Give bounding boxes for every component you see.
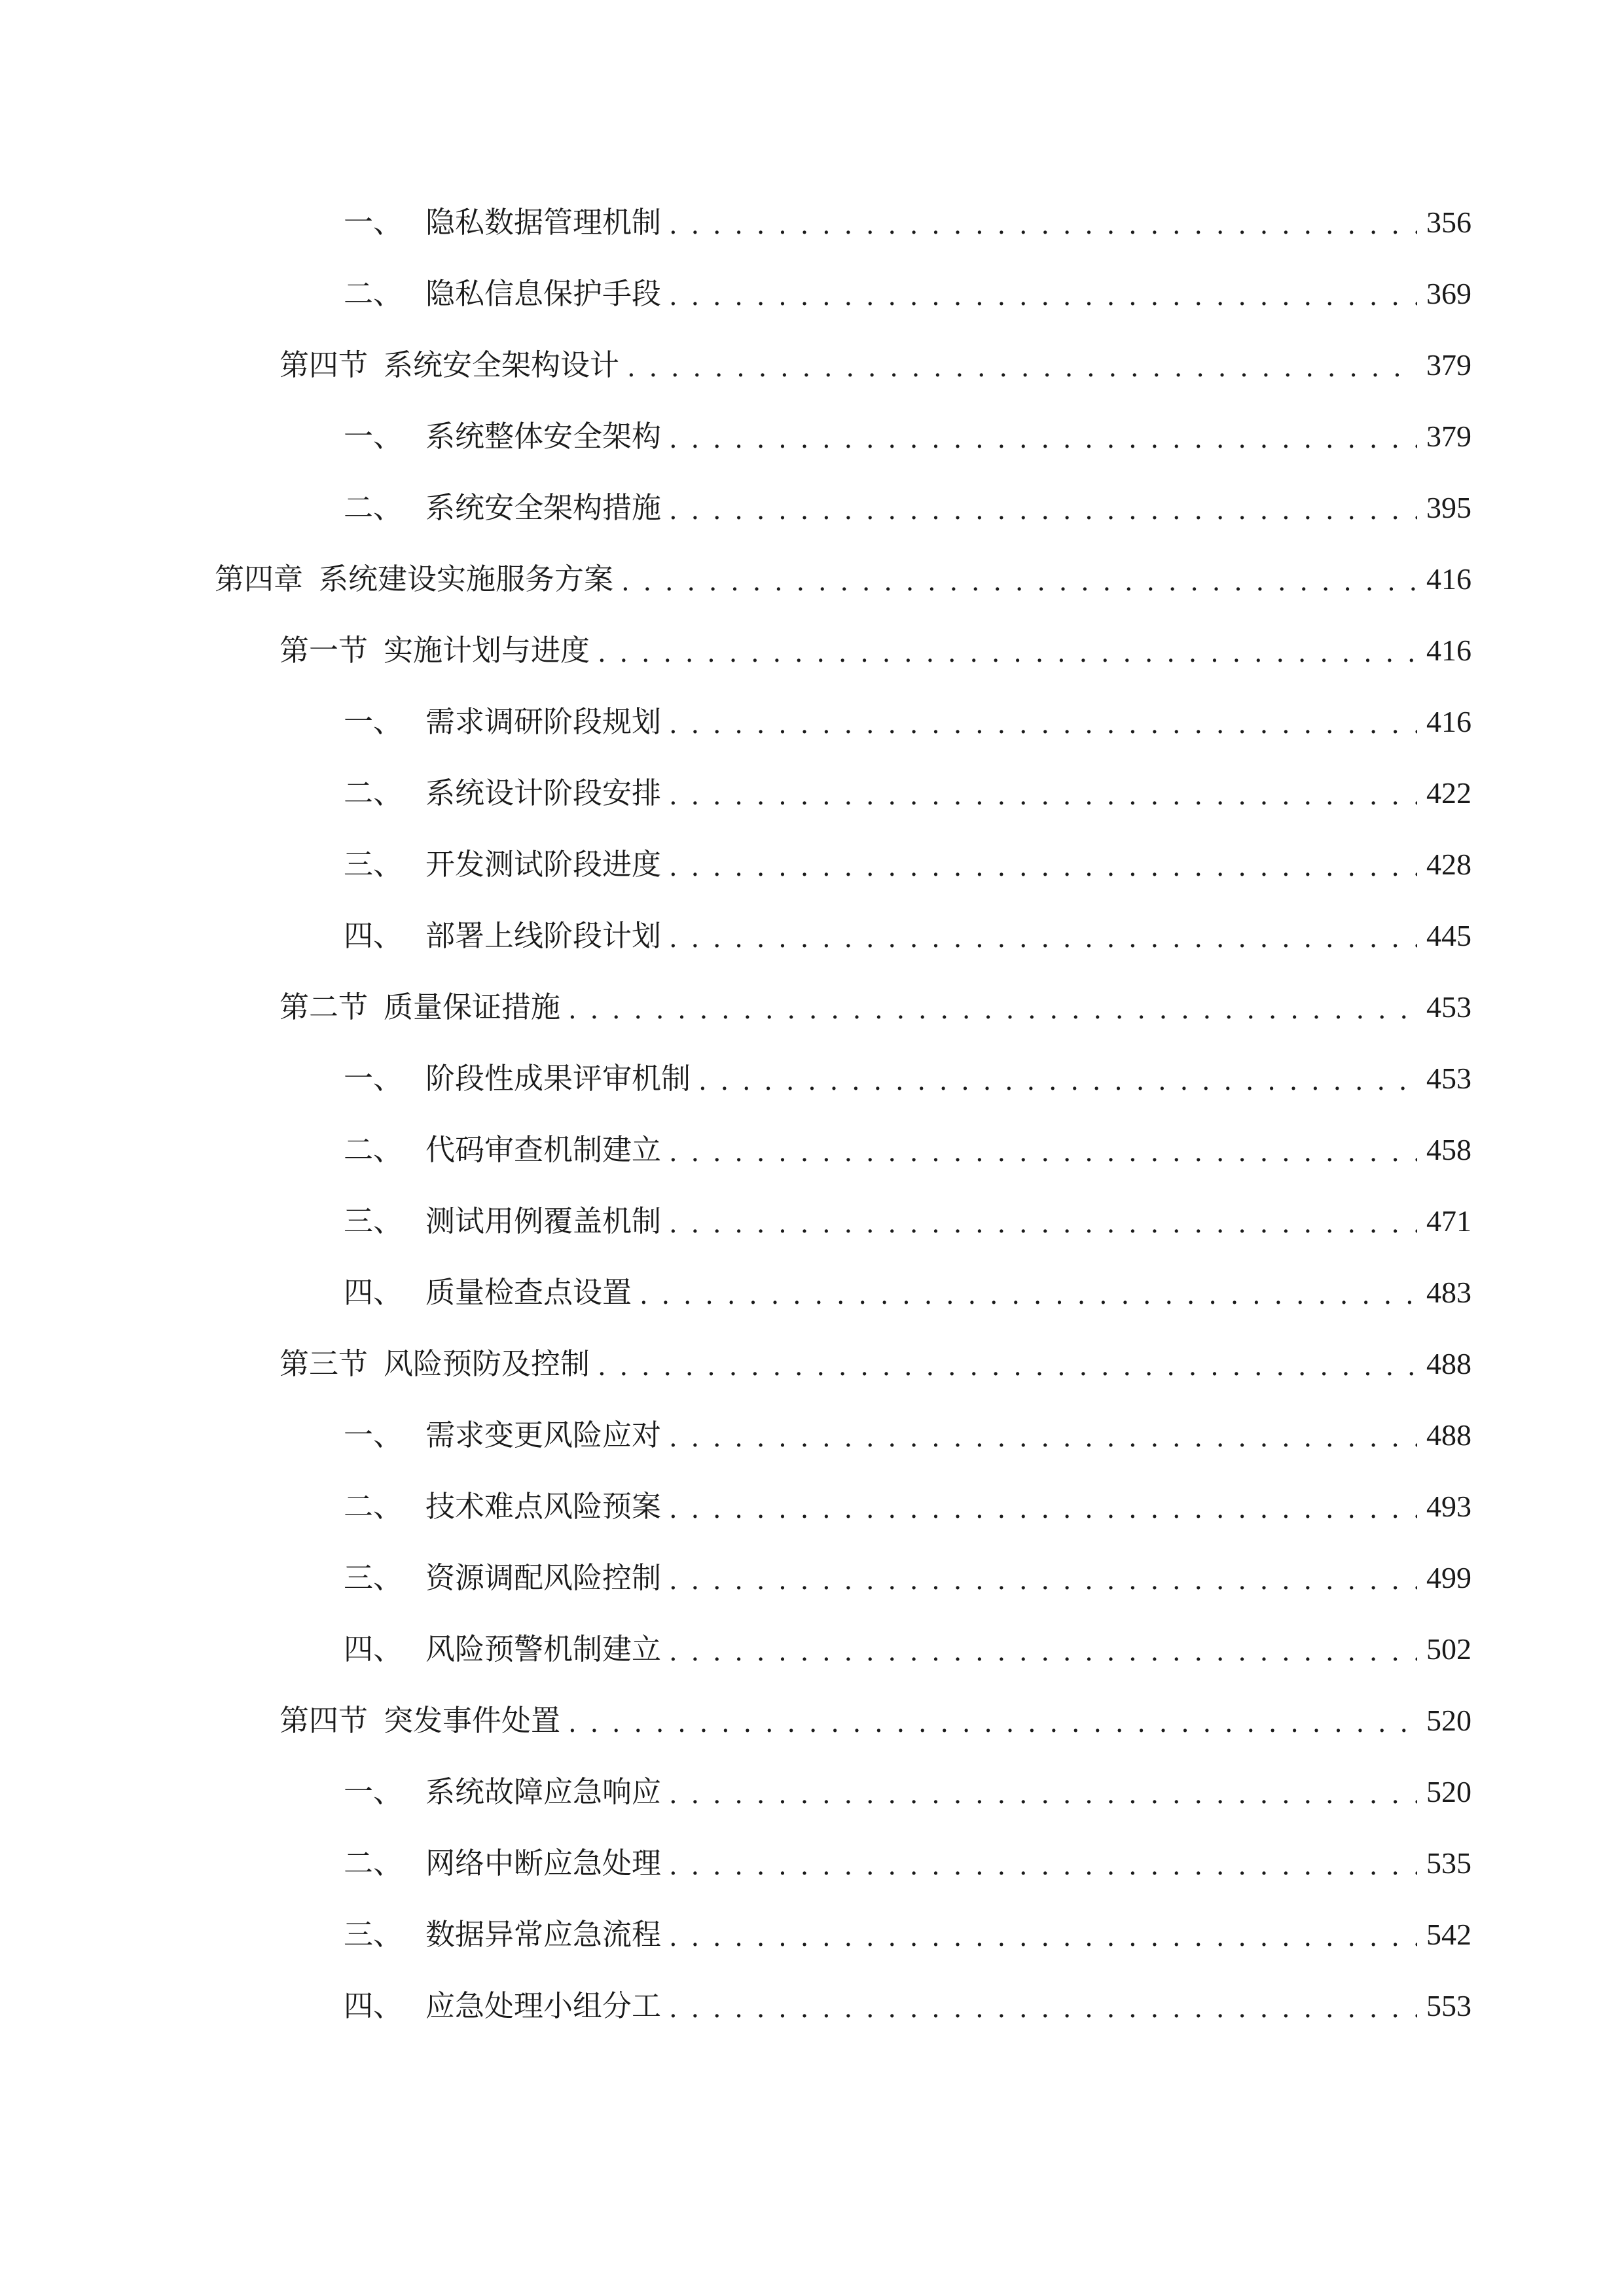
toc-entry-number: 四、	[344, 1988, 403, 2023]
toc-entry[interactable]	[280, 1688, 1471, 1740]
toc-dot-leader	[621, 560, 1417, 599]
toc-entry-title: 质量保证措施	[384, 990, 561, 1024]
toc-dot-leader	[669, 1630, 1417, 1669]
toc-entry-page: 428	[1426, 848, 1471, 881]
toc-entry-number: 第四章	[215, 562, 304, 596]
toc-entry-page: 483	[1426, 1276, 1471, 1309]
toc-entry-title: 系统安全架构措施	[425, 490, 662, 525]
toc-entry-title: 测试用例覆盖机制	[425, 1204, 662, 1238]
toc-dot-leader	[698, 1059, 1417, 1098]
toc-dot-leader	[598, 631, 1417, 670]
toc-entry-title: 需求变更风险应对	[425, 1418, 662, 1452]
toc-entry-title: 代码审查机制建立	[425, 1132, 662, 1167]
toc-entry-title: 部署上线阶段计划	[425, 918, 662, 953]
toc-entry-number: 一、	[344, 1061, 403, 1096]
toc-entry-number: 四、	[344, 1632, 403, 1666]
toc-entry[interactable]	[344, 1617, 1471, 1669]
toc-entry-number: 一、	[344, 704, 403, 739]
toc-entry-page: 488	[1426, 1347, 1471, 1380]
toc-entry[interactable]	[344, 261, 1471, 314]
toc-entry-number: 一、	[344, 1774, 403, 1809]
toc-entry-page: 458	[1426, 1133, 1471, 1166]
toc-entry-page: 416	[1426, 634, 1471, 667]
toc-entry-number: 二、	[344, 1846, 403, 1880]
toc-entry-number: 第一节	[280, 633, 369, 668]
toc-entry-page: 535	[1426, 1846, 1471, 1880]
toc-entry-page: 422	[1426, 776, 1471, 810]
toc-entry[interactable]	[344, 1403, 1471, 1455]
toc-entry-title: 系统设计阶段安排	[425, 776, 662, 810]
toc-entry[interactable]	[344, 832, 1471, 884]
toc-entry-title: 隐私数据管理机制	[425, 205, 662, 240]
toc-entry[interactable]	[344, 1545, 1471, 1598]
toc-entry-page: 379	[1426, 420, 1471, 453]
toc-dot-leader	[669, 488, 1417, 528]
toc-entry-title: 风险预警机制建立	[425, 1632, 662, 1666]
toc-dot-leader	[669, 1915, 1417, 1954]
toc-entry-number: 二、	[344, 1489, 403, 1524]
toc-entry-page: 395	[1426, 491, 1471, 524]
toc-entry-page: 520	[1426, 1775, 1471, 1808]
toc-entry-title: 开发测试阶段进度	[425, 847, 662, 882]
toc-dot-leader	[669, 417, 1417, 456]
toc-entry-page: 520	[1426, 1704, 1471, 1737]
toc-entry-title: 系统安全架构设计	[384, 348, 620, 382]
toc-entry[interactable]	[344, 1759, 1471, 1812]
toc-entry-title: 资源调配风险控制	[425, 1560, 662, 1595]
toc-entry-number: 一、	[344, 1418, 403, 1452]
toc-entry-number: 三、	[344, 1560, 403, 1595]
toc-entry-page: 542	[1426, 1918, 1471, 1951]
toc-dot-leader	[669, 1130, 1417, 1170]
toc-entry-title: 突发事件处置	[384, 1703, 561, 1738]
toc-entry-number: 第四节	[280, 348, 369, 382]
toc-entry-page: 488	[1426, 1418, 1471, 1452]
toc-entry-number: 二、	[344, 1132, 403, 1167]
toc-entry-number: 三、	[344, 847, 403, 882]
toc-entry-number: 三、	[344, 1204, 403, 1238]
toc-entry-number: 一、	[344, 205, 403, 240]
toc-dot-leader	[568, 988, 1417, 1027]
toc-entry[interactable]	[280, 1331, 1471, 1384]
toc-entry-title: 技术难点风险预案	[425, 1489, 662, 1524]
toc-dot-leader	[669, 274, 1417, 314]
toc-entry-page: 453	[1426, 990, 1471, 1024]
toc-entry-title: 隐私信息保护手段	[425, 276, 662, 311]
toc-entry-title: 阶段性成果评审机制	[425, 1061, 691, 1096]
toc-entry[interactable]	[344, 903, 1471, 956]
toc-entry[interactable]	[344, 1831, 1471, 1883]
toc-dot-leader	[669, 1986, 1417, 2026]
toc-entry-page: 553	[1426, 1989, 1471, 2022]
toc-entry-page: 471	[1426, 1204, 1471, 1238]
toc-entry[interactable]	[344, 1902, 1471, 1954]
toc-entry-title: 网络中断应急处理	[425, 1846, 662, 1880]
toc-entry-title: 系统故障应急响应	[425, 1774, 662, 1809]
toc-dot-leader	[669, 916, 1417, 956]
toc-entry-number: 第三节	[280, 1346, 369, 1381]
toc-entry-number: 四、	[344, 918, 403, 953]
toc-entry-page: 369	[1426, 277, 1471, 310]
toc-entry[interactable]	[215, 547, 1471, 599]
toc-entry-title: 风险预防及控制	[384, 1346, 590, 1381]
toc-entry-number: 二、	[344, 776, 403, 810]
toc-entry[interactable]	[280, 618, 1471, 670]
toc-entry-page: 445	[1426, 919, 1471, 952]
toc-entry[interactable]	[344, 1260, 1471, 1312]
toc-entry-title: 系统整体安全架构	[425, 419, 662, 454]
toc-entry-number: 四、	[344, 1275, 403, 1310]
toc-dot-leader	[598, 1344, 1417, 1384]
toc-entry[interactable]	[280, 975, 1471, 1027]
toc-entry[interactable]	[344, 1973, 1471, 2026]
toc-entry-title: 应急处理小组分工	[425, 1988, 662, 2023]
toc-entry-page: 499	[1426, 1561, 1471, 1594]
toc-entry[interactable]	[344, 404, 1471, 456]
toc-entry-number: 一、	[344, 419, 403, 454]
toc-dot-leader	[669, 1772, 1417, 1812]
toc-entry[interactable]	[344, 761, 1471, 813]
toc-dot-leader	[669, 1558, 1417, 1598]
toc-entry[interactable]	[344, 1189, 1471, 1241]
toc-dot-leader	[568, 1701, 1417, 1740]
toc-entry-title: 系统建设实施服务方案	[319, 562, 614, 596]
toc-dot-leader	[669, 774, 1417, 813]
toc-entry-page: 493	[1426, 1490, 1471, 1523]
toc-entry-number: 二、	[344, 276, 403, 311]
toc-dot-leader	[669, 845, 1417, 884]
toc-entry[interactable]	[344, 1117, 1471, 1170]
toc-entry-page: 379	[1426, 348, 1471, 382]
toc-entry[interactable]	[344, 1046, 1471, 1098]
toc-entry[interactable]	[280, 332, 1471, 385]
toc-entry-number: 三、	[344, 1917, 403, 1952]
toc-dot-leader	[669, 1416, 1417, 1455]
toc-entry[interactable]	[344, 1474, 1471, 1526]
toc-entry[interactable]	[344, 190, 1471, 242]
toc-dot-leader	[669, 702, 1417, 742]
toc-dot-leader	[669, 1202, 1417, 1241]
toc-entry-title: 数据异常应急流程	[425, 1917, 662, 1952]
toc-entry-page: 416	[1426, 562, 1471, 596]
toc-entry-page: 502	[1426, 1632, 1471, 1666]
toc-dot-leader	[669, 1487, 1417, 1526]
toc-dot-leader	[669, 203, 1417, 242]
toc-entry-page: 356	[1426, 206, 1471, 239]
toc-dot-leader	[640, 1273, 1417, 1312]
toc-dot-leader	[627, 346, 1417, 385]
toc-entry[interactable]	[344, 475, 1471, 528]
toc-entry-number: 二、	[344, 490, 403, 525]
toc-entry-number: 第二节	[280, 990, 369, 1024]
toc-entry[interactable]	[344, 689, 1471, 742]
toc-entry-page: 453	[1426, 1062, 1471, 1095]
toc-entry-title: 实施计划与进度	[384, 633, 590, 668]
toc-entry-page: 416	[1426, 705, 1471, 738]
toc-entry-title: 质量检查点设置	[425, 1275, 632, 1310]
toc-entry-title: 需求调研阶段规划	[425, 704, 662, 739]
toc-dot-leader	[669, 1844, 1417, 1883]
toc-entry-number: 第四节	[280, 1703, 369, 1738]
